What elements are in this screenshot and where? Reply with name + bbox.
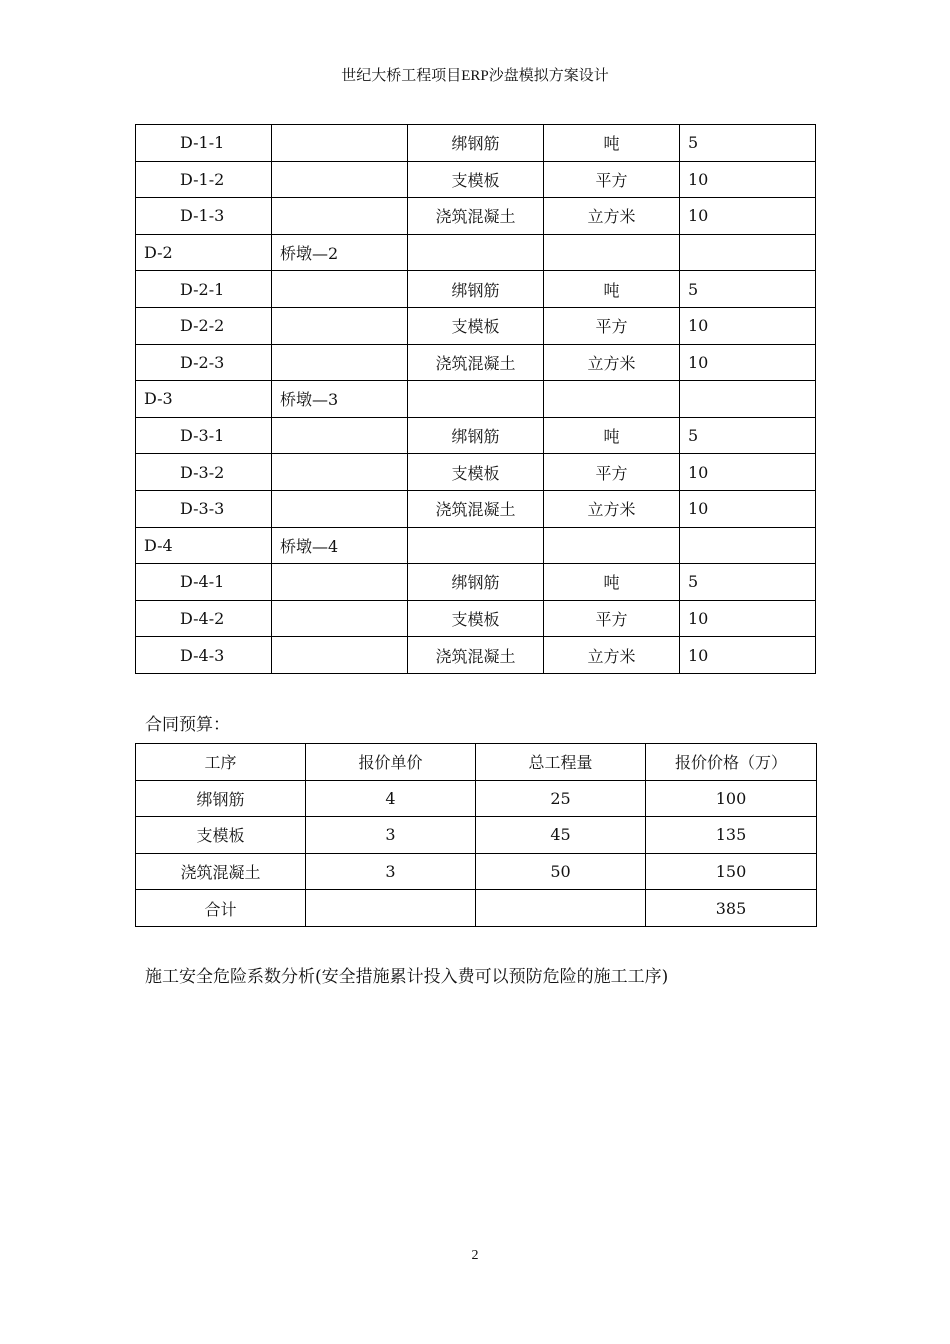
wbs-task-cell: 绑钢筋 <box>408 417 544 454</box>
wbs-unit-cell <box>544 527 680 564</box>
wbs-row <box>136 307 816 344</box>
wbs-task-cell <box>408 527 544 564</box>
budget-row <box>136 780 817 817</box>
wbs-name-cell <box>272 564 408 601</box>
wbs-unit-cell: 立方米 <box>544 344 680 381</box>
budget-cell: 385 <box>646 890 817 927</box>
wbs-row <box>136 454 816 491</box>
budget-cell: 25 <box>476 780 646 817</box>
wbs-name-cell: 桥墩—3 <box>272 381 408 418</box>
wbs-row <box>136 344 816 381</box>
page-header: 世纪大桥工程项目ERP沙盘模拟方案设计 <box>341 68 609 84</box>
budget-cell: 合计 <box>136 890 306 927</box>
wbs-task-cell: 支模板 <box>408 307 544 344</box>
wbs-name-cell <box>272 417 408 454</box>
budget-cell <box>306 890 476 927</box>
wbs-row <box>136 198 816 235</box>
budget-table <box>135 743 817 927</box>
wbs-name-cell <box>272 161 408 198</box>
wbs-name-cell <box>272 198 408 235</box>
wbs-unit-cell: 立方米 <box>544 490 680 527</box>
wbs-code-cell: D-1-3 <box>136 198 272 235</box>
wbs-task-cell: 支模板 <box>408 600 544 637</box>
budget-label: 合同预算： <box>145 715 230 735</box>
budget-cell: 4 <box>306 780 476 817</box>
wbs-unit-cell: 平方 <box>544 600 680 637</box>
wbs-task-cell: 绑钢筋 <box>408 271 544 308</box>
wbs-qty-cell: 5 <box>680 271 816 308</box>
page-number: 2 <box>471 1248 479 1263</box>
wbs-task-cell <box>408 234 544 271</box>
wbs-qty-cell <box>680 381 816 418</box>
wbs-code-cell: D-2 <box>136 234 272 271</box>
wbs-code-cell: D-1-2 <box>136 161 272 198</box>
wbs-qty-cell: 10 <box>680 198 816 235</box>
budget-cell: 支模板 <box>136 817 306 854</box>
wbs-code-cell: D-3 <box>136 381 272 418</box>
wbs-qty-cell <box>680 234 816 271</box>
budget-cell: 100 <box>646 780 817 817</box>
wbs-unit-cell <box>544 381 680 418</box>
budget-cell: 浇筑混凝土 <box>136 853 306 890</box>
wbs-row <box>136 271 816 308</box>
wbs-code-cell: D-4 <box>136 527 272 564</box>
wbs-unit-cell: 吨 <box>544 564 680 601</box>
wbs-qty-cell: 10 <box>680 161 816 198</box>
budget-header-cell: 报价价格（万） <box>646 744 817 781</box>
wbs-row <box>136 527 816 564</box>
wbs-qty-cell: 10 <box>680 600 816 637</box>
wbs-unit-cell: 平方 <box>544 454 680 491</box>
wbs-task-cell: 支模板 <box>408 454 544 491</box>
wbs-row <box>136 417 816 454</box>
wbs-task-cell: 浇筑混凝土 <box>408 198 544 235</box>
wbs-qty-cell: 10 <box>680 344 816 381</box>
wbs-task-cell: 浇筑混凝土 <box>408 490 544 527</box>
wbs-row <box>136 490 816 527</box>
wbs-name-cell <box>272 307 408 344</box>
wbs-name-cell: 桥墩—2 <box>272 234 408 271</box>
wbs-code-cell: D-3-3 <box>136 490 272 527</box>
wbs-name-cell <box>272 344 408 381</box>
budget-cell <box>476 890 646 927</box>
wbs-task-cell: 浇筑混凝土 <box>408 637 544 674</box>
wbs-code-cell: D-2-3 <box>136 344 272 381</box>
wbs-table <box>135 124 816 674</box>
budget-header-cell: 报价单价 <box>306 744 476 781</box>
wbs-code-cell: D-3-2 <box>136 454 272 491</box>
wbs-task-cell: 绑钢筋 <box>408 125 544 162</box>
wbs-unit-cell: 平方 <box>544 307 680 344</box>
wbs-row <box>136 637 816 674</box>
budget-cell: 3 <box>306 817 476 854</box>
wbs-task-cell: 绑钢筋 <box>408 564 544 601</box>
budget-row <box>136 853 817 890</box>
budget-cell: 绑钢筋 <box>136 780 306 817</box>
wbs-unit-cell <box>544 234 680 271</box>
wbs-task-cell: 支模板 <box>408 161 544 198</box>
wbs-task-cell: 浇筑混凝土 <box>408 344 544 381</box>
wbs-row <box>136 161 816 198</box>
wbs-name-cell <box>272 454 408 491</box>
wbs-unit-cell: 平方 <box>544 161 680 198</box>
wbs-qty-cell: 10 <box>680 637 816 674</box>
wbs-qty-cell: 5 <box>680 564 816 601</box>
wbs-code-cell: D-2-1 <box>136 271 272 308</box>
wbs-name-cell <box>272 125 408 162</box>
budget-header-cell: 工序 <box>136 744 306 781</box>
wbs-row <box>136 125 816 162</box>
wbs-code-cell: D-4-3 <box>136 637 272 674</box>
budget-header-cell: 总工程量 <box>476 744 646 781</box>
wbs-unit-cell: 吨 <box>544 417 680 454</box>
budget-cell: 50 <box>476 853 646 890</box>
wbs-unit-cell: 吨 <box>544 271 680 308</box>
wbs-task-cell <box>408 381 544 418</box>
wbs-unit-cell: 吨 <box>544 125 680 162</box>
wbs-row <box>136 564 816 601</box>
safety-analysis-heading: 施工安全危险系数分析(安全措施累计投入费可以预防危险的施工工序) <box>145 967 669 987</box>
budget-cell: 45 <box>476 817 646 854</box>
budget-cell: 135 <box>646 817 817 854</box>
wbs-qty-cell: 5 <box>680 125 816 162</box>
budget-row <box>136 890 817 927</box>
wbs-name-cell <box>272 637 408 674</box>
budget-row <box>136 817 817 854</box>
wbs-qty-cell: 10 <box>680 454 816 491</box>
wbs-name-cell <box>272 600 408 637</box>
wbs-code-cell: D-4-2 <box>136 600 272 637</box>
wbs-code-cell: D-4-1 <box>136 564 272 601</box>
wbs-name-cell <box>272 490 408 527</box>
wbs-code-cell: D-1-1 <box>136 125 272 162</box>
wbs-qty-cell <box>680 527 816 564</box>
budget-cell: 150 <box>646 853 817 890</box>
wbs-qty-cell: 5 <box>680 417 816 454</box>
wbs-row <box>136 234 816 271</box>
wbs-unit-cell: 立方米 <box>544 198 680 235</box>
wbs-unit-cell: 立方米 <box>544 637 680 674</box>
budget-header-row <box>136 744 817 781</box>
wbs-row <box>136 600 816 637</box>
wbs-code-cell: D-2-2 <box>136 307 272 344</box>
wbs-name-cell: 桥墩—4 <box>272 527 408 564</box>
wbs-name-cell <box>272 271 408 308</box>
wbs-qty-cell: 10 <box>680 490 816 527</box>
wbs-code-cell: D-3-1 <box>136 417 272 454</box>
budget-cell: 3 <box>306 853 476 890</box>
wbs-qty-cell: 10 <box>680 307 816 344</box>
wbs-row <box>136 381 816 418</box>
